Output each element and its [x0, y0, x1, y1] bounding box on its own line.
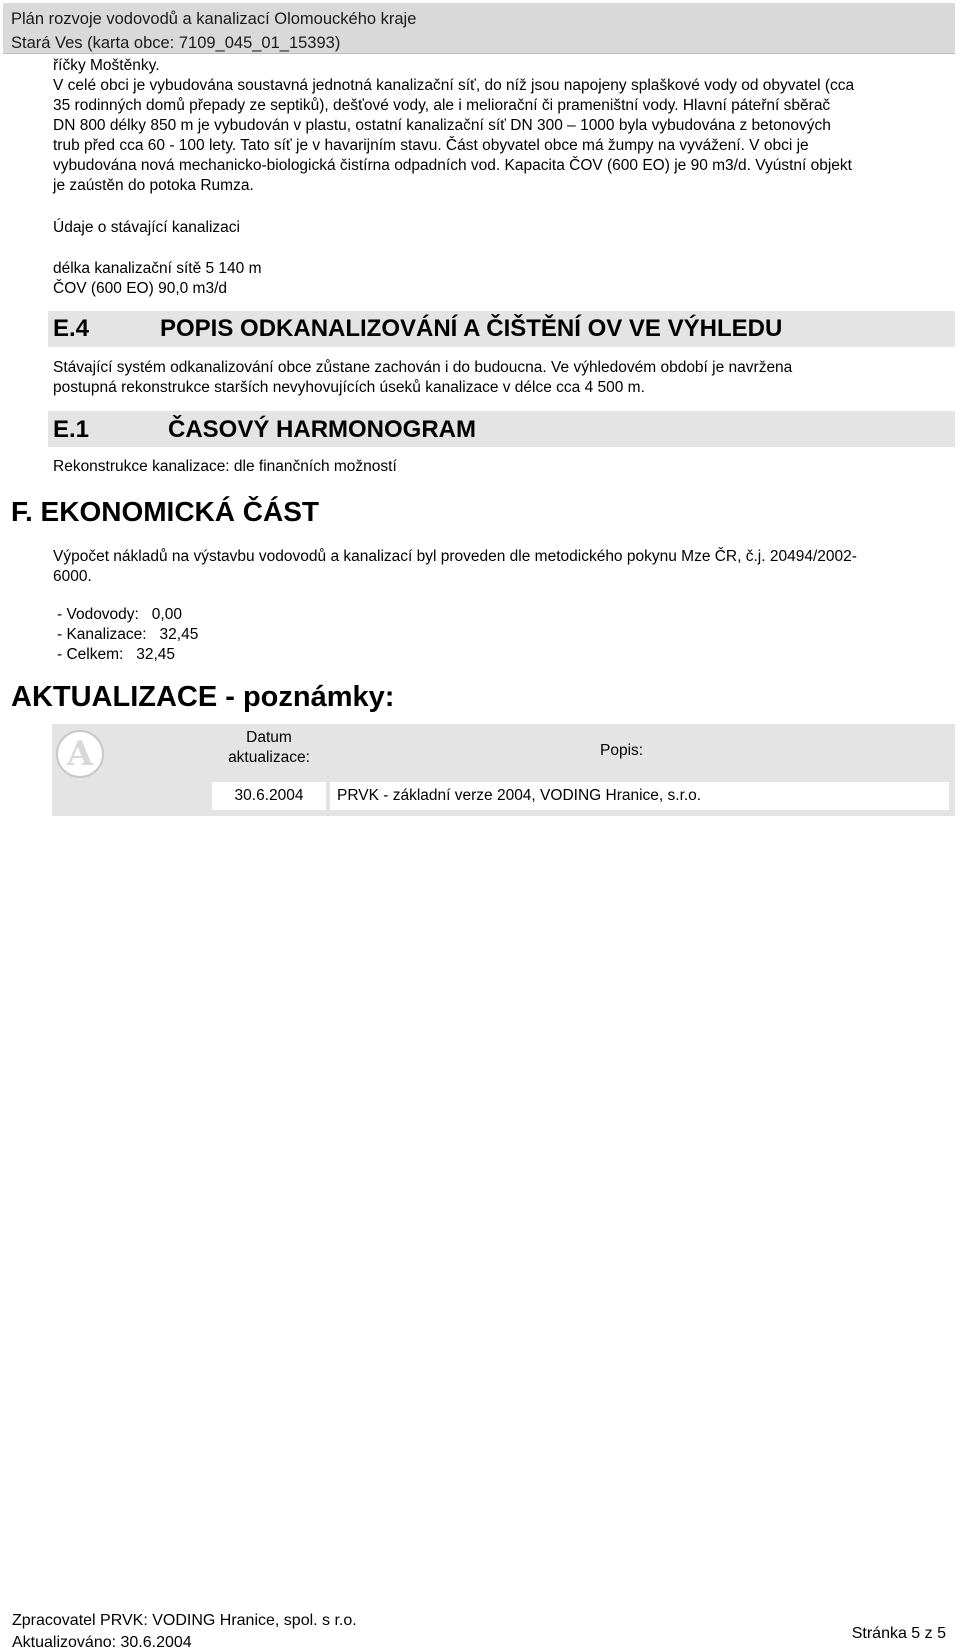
- section-e4-bar: [48, 311, 955, 347]
- section-e1-bar: [48, 411, 955, 447]
- updates-title: AKTUALIZACE - poznámky:: [11, 681, 395, 713]
- col-header-description: Popis:: [600, 742, 644, 759]
- col-header-date-line: Datum: [246, 729, 292, 746]
- footer-updated: Aktualizováno: 30.6.2004: [12, 1634, 192, 1651]
- section-f-title: F. EKONOMICKÁ ČÁST: [11, 496, 319, 527]
- update-desc-cell: [330, 782, 949, 810]
- update-date-cell: [212, 782, 326, 810]
- document-header: [3, 3, 955, 54]
- intro-line: DN 800 délky 850 m je vybudován v plastu, ostatní kanalizační síť DN 300 – 1000 byla vybudována z betonových: [53, 117, 831, 134]
- update-logo-icon: [56, 730, 104, 778]
- col-header-date: [214, 728, 324, 768]
- intro-line: trub před cca 60 - 100 lety. Tato síť je v havarijním stavu. Část obyvatel obce má žumpy na vyvážení. V obci je: [53, 137, 809, 154]
- cost-item-water: - Vodovody: 0,00: [57, 606, 182, 623]
- sewer-length: délka kanalizační sítě 5 140 m: [53, 260, 262, 277]
- section-e4-number: E.4: [53, 315, 90, 342]
- section-e1-number: E.1: [53, 416, 90, 443]
- intro-line: V celé obci je vybudována soustavná jednotná kanalizační síť, do níž jsou napojeny splaškové vody od obyvatel (cca: [53, 77, 855, 94]
- intro-line: říčky Moštěnky.: [53, 57, 160, 74]
- col-header-date-line: aktualizace:: [228, 749, 310, 766]
- section-e4-text-line: postupná rekonstrukce starších nevyhovujících úseků kanalizace v délce cca 4 500 m.: [53, 379, 645, 396]
- update-date: 30.6.2004: [234, 787, 304, 804]
- section-e4-title: POPIS ODKANALIZOVÁNÍ A ČIŠTĚNÍ OV VE VÝHLEDU: [160, 315, 783, 342]
- section-f-text-line: 6000.: [53, 568, 92, 585]
- sewer-data-heading: Údaje o stávající kanalizaci: [53, 219, 240, 236]
- document-title: Plán rozvoje vodovodů a kanalizací Olomouckého kraje: [11, 10, 417, 28]
- intro-line: je zaústěn do potoka Rumza.: [53, 177, 254, 194]
- update-logo-letter: A: [66, 734, 94, 774]
- section-e1-text: Rekonstrukce kanalizace: dle finančních možností: [53, 458, 397, 475]
- sewer-capacity: ČOV (600 EO) 90,0 m3/d: [53, 280, 228, 297]
- cost-item-total: - Celkem: 32,45: [57, 646, 176, 663]
- document-subtitle: Stará Ves (karta obce: 7109_045_01_15393): [11, 34, 341, 52]
- footer-page-number: Stránka 5 z 5: [851, 1625, 946, 1642]
- update-description: PRVK - základní verze 2004, VODING Hranice, s.r.o.: [337, 787, 702, 804]
- intro-line: 35 rodinných domů přepady ze septiků), dešťové vody, ale i meliorační či prameništní vody. Hlavní páteřní sběrač: [53, 97, 831, 114]
- intro-line: vybudována nová mechanicko-biologická čistírna odpadních vod. Kapacita ČOV (600 EO) je 90 m3/d. Vyústní objekt: [53, 157, 852, 174]
- footer-processor: Zpracovatel PRVK: VODING Hranice, spol. s r.o.: [12, 1612, 357, 1629]
- section-f-text-line: Výpočet nákladů na výstavbu vodovodů a kanalizací byl proveden dle metodického pokynu Mze ČR, č.j. 20494/2002-: [53, 548, 857, 565]
- cost-item-sewer: - Kanalizace: 32,45: [57, 626, 199, 643]
- section-e4-text-line: Stávající systém odkanalizování obce zůstane zachován i do budoucna. Ve výhledovém období je navržena: [53, 359, 793, 376]
- section-e1-title: ČASOVÝ HARMONOGRAM: [168, 416, 477, 443]
